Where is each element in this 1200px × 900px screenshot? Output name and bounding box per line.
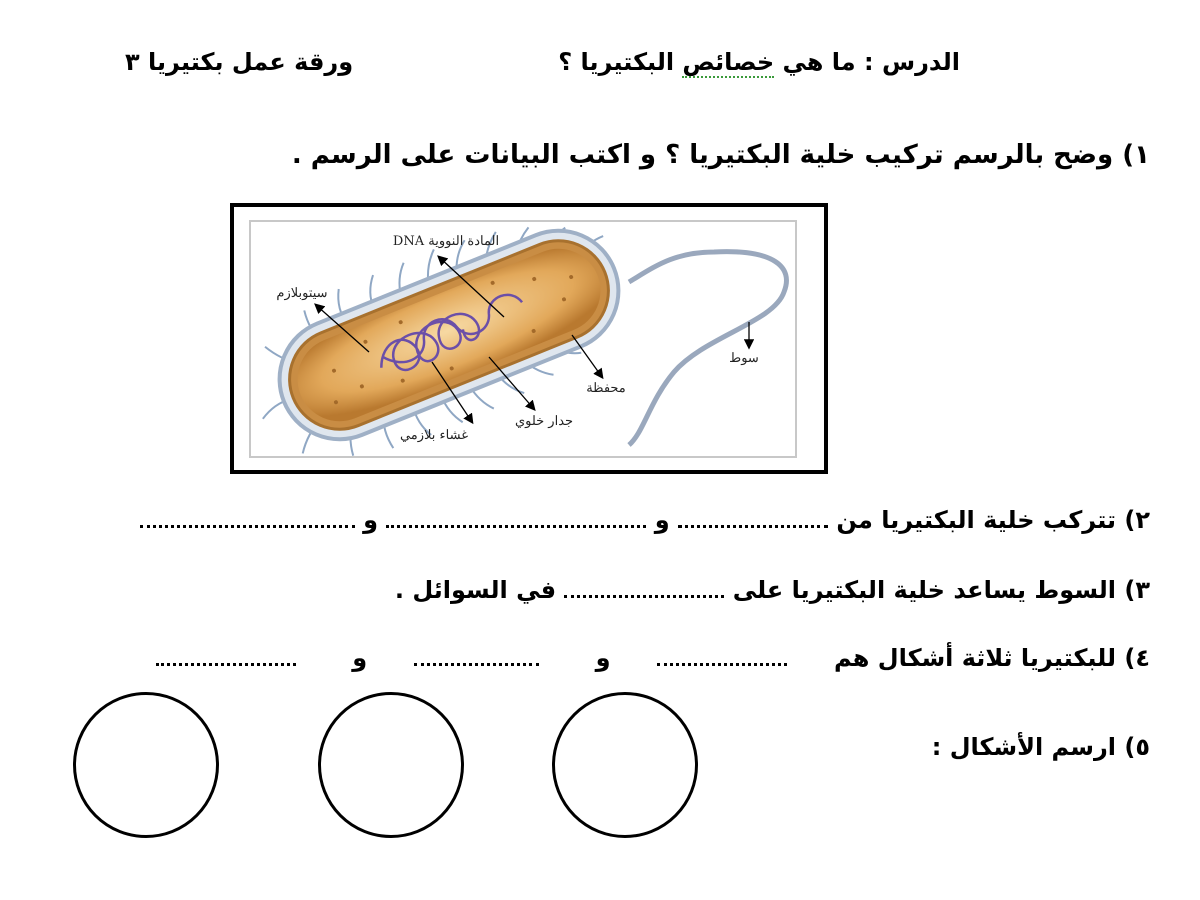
lesson-title <box>558 48 960 76</box>
drawing-circle[interactable] <box>318 692 464 838</box>
question-3-prefix: ٣) السوط يساعد خلية البكتيريا على <box>732 576 1150 604</box>
question-4-connector-2: و <box>352 644 368 672</box>
lesson-title-prefix: الدرس : ما هي <box>774 48 960 76</box>
question-4-connector-1: و <box>595 644 611 672</box>
answer-blank[interactable] <box>156 643 296 666</box>
bacteria-diagram <box>234 207 824 470</box>
label-flagellum: سوط <box>729 351 759 366</box>
lesson-title-squiggled-word: خصائص <box>682 48 775 76</box>
drawing-circle[interactable] <box>73 692 219 838</box>
answer-blank[interactable] <box>657 643 787 666</box>
question-3-suffix: في السوائل . <box>394 576 557 604</box>
answer-blank[interactable] <box>678 505 828 528</box>
answer-blank[interactable] <box>414 643 539 666</box>
label-cytoplasm: سيتوبلازم <box>276 286 328 301</box>
question-4-prefix: ٤) للبكتيريا ثلاثة أشكال هم <box>833 644 1150 672</box>
label-capsule: محفظة <box>586 381 626 396</box>
label-plasma-membrane: غشاء بلازمي <box>399 428 469 443</box>
question-4 <box>156 643 1150 672</box>
question-2-connector-1: و <box>654 506 670 534</box>
question-5: ٥) ارسم الأشكال : <box>931 733 1150 761</box>
answer-blank[interactable] <box>564 575 724 598</box>
question-2-prefix: ٢) تتركب خلية البكتيريا من <box>836 506 1150 534</box>
question-3 <box>395 575 1150 604</box>
label-dna: المادة النووية DNA <box>392 234 500 249</box>
answer-blank[interactable] <box>386 505 646 528</box>
drawing-circle[interactable] <box>552 692 698 838</box>
lesson-title-suffix: البكتيريا ؟ <box>558 48 683 76</box>
label-cell-wall: جدار خلوي <box>514 414 574 429</box>
worksheet-title: ورقة عمل بكتيريا ٣ <box>125 48 354 76</box>
bacteria-figure <box>230 203 828 474</box>
answer-blank[interactable] <box>140 505 355 528</box>
question-1: ١) وضح بالرسم تركيب خلية البكتيريا ؟ و اكتب البيانات على الرسم . <box>291 140 1150 170</box>
question-2 <box>140 505 1150 534</box>
question-2-connector-2: و <box>363 506 379 534</box>
